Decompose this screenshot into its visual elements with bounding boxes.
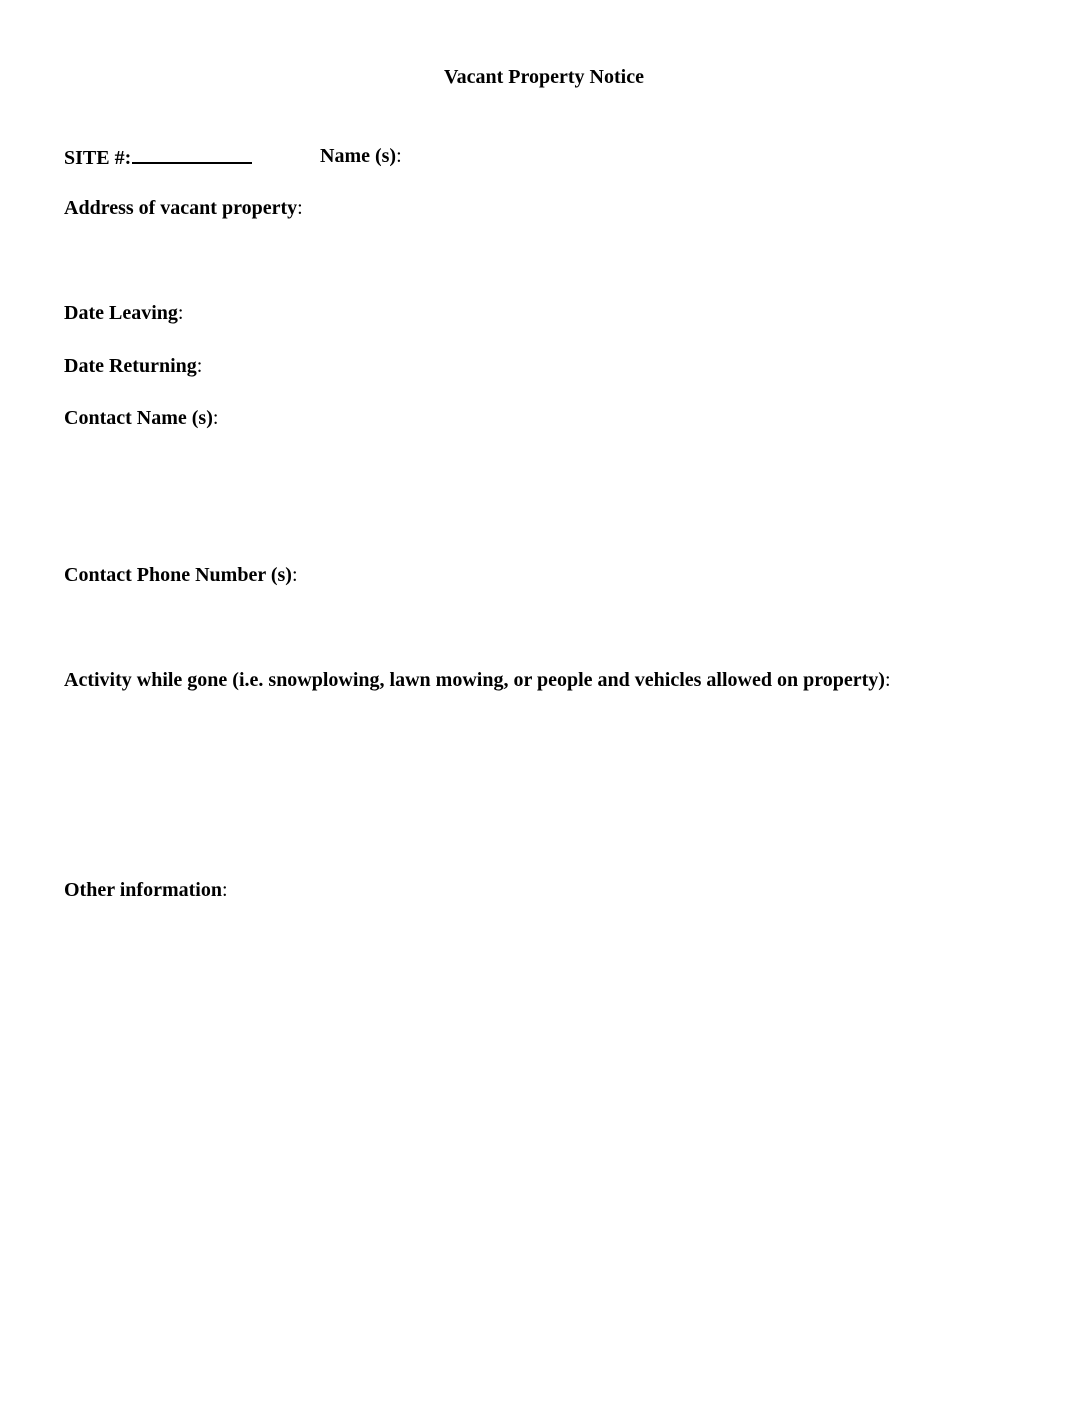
contact-names-field xyxy=(64,405,218,431)
date-leaving-colon: : xyxy=(177,302,184,324)
date-returning-field xyxy=(64,353,202,379)
date-leaving-field xyxy=(64,300,183,326)
site-number-colon: : xyxy=(124,147,132,169)
activity-label: Activity while gone (i.e. snowplowing, lawn mowing, or people and vehicles allowed on property) xyxy=(64,669,885,691)
names-label: Name (s) xyxy=(320,145,397,167)
site-number-field xyxy=(64,143,252,171)
activity-colon: : xyxy=(884,669,891,691)
date-returning-label: Date Returning xyxy=(64,355,197,377)
address-label: Address of vacant property xyxy=(64,197,298,219)
other-info-label: Other information xyxy=(64,879,222,901)
date-leaving-label: Date Leaving xyxy=(64,302,178,324)
site-number-blank-line[interactable] xyxy=(132,143,252,164)
names-colon: : xyxy=(396,145,402,167)
contact-names-label: Contact Name (s) xyxy=(64,407,213,429)
activity-field xyxy=(64,667,891,693)
contact-phone-label: Contact Phone Number (s) xyxy=(64,564,292,586)
date-returning-colon: : xyxy=(196,355,203,377)
contact-phone-field xyxy=(64,562,298,588)
contact-phone-colon: : xyxy=(291,564,298,586)
address-colon: : xyxy=(297,197,303,219)
contact-names-colon: : xyxy=(212,407,219,429)
other-info-colon: : xyxy=(221,879,228,901)
address-field xyxy=(64,195,303,221)
other-info-field xyxy=(64,877,228,903)
names-field xyxy=(320,143,402,169)
site-number-label: SITE # xyxy=(64,147,125,169)
page-title: Vacant Property Notice xyxy=(444,66,644,88)
